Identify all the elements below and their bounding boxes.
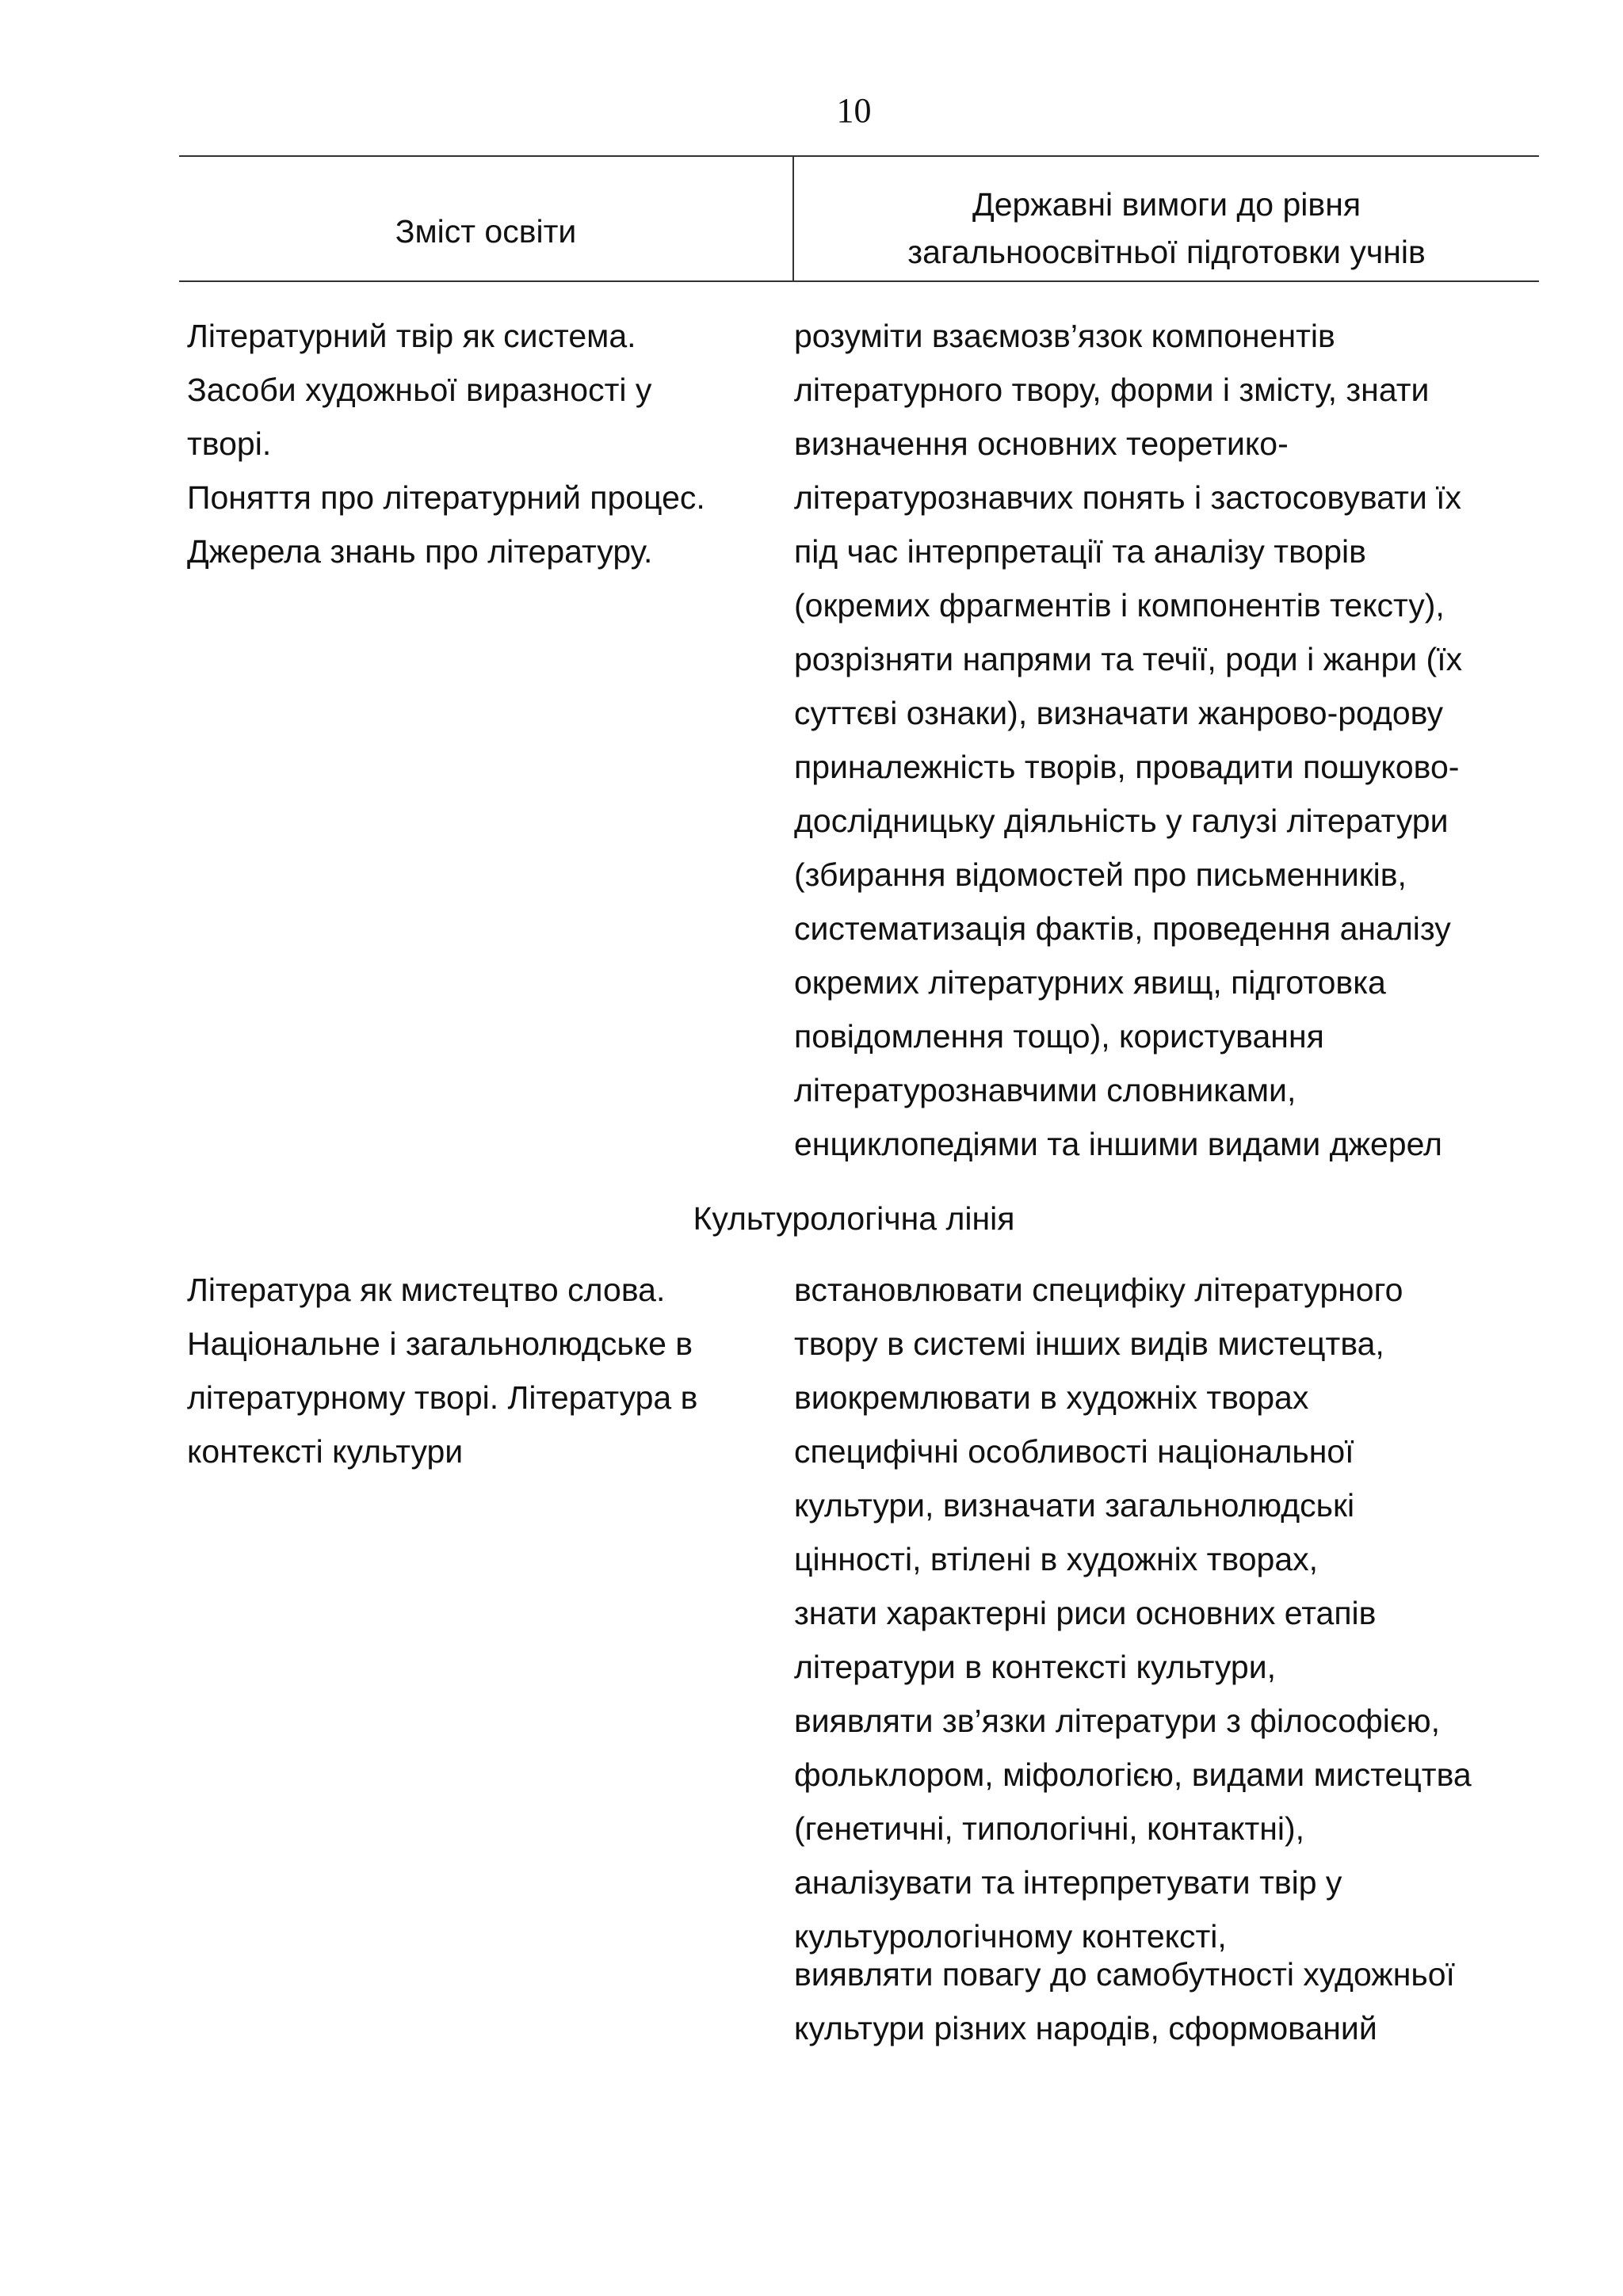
row2-requirements-line: культури, визначати загальнолюдські: [794, 1487, 1355, 1524]
row2-requirements-line: встановлювати специфіку літературного: [794, 1272, 1403, 1308]
row1-requirements-line: окремих літературних явищ, підготовка: [794, 964, 1386, 1001]
row2-requirements-line: знати характерні риси основних етапів: [794, 1595, 1377, 1631]
row2-requirements-line: фольклором, міфологією, видами мистецтва: [794, 1756, 1472, 1793]
row2-requirements-line: культури різних народів, сформований: [794, 2010, 1377, 2046]
row1-requirements-line: систематизація фактів, проведення аналізу: [794, 910, 1451, 947]
page-number: 10: [836, 91, 872, 130]
row1-content-line: Джерела знань про літературу.: [187, 533, 653, 570]
row2-requirements-line: специфічні особливості національної: [794, 1433, 1354, 1470]
row2-requirements-line: цінності, втілені в художніх творах,: [794, 1541, 1319, 1577]
row2-requirements-line: виявляти повагу до самобутності художньої: [794, 1956, 1455, 1993]
row1-requirements-line: під час інтерпретації та аналізу творів: [794, 533, 1366, 570]
row2-requirements-cell: [794, 1263, 1472, 1963]
row1-content-line: Засоби художньої виразності у: [187, 372, 652, 408]
section-title: Культурологічна лінія: [693, 1200, 1015, 1237]
row1-requirements-line: дослідницьку діяльність у галузі літератури: [794, 803, 1449, 839]
row2-content-cell: [187, 1263, 697, 1478]
row1-requirements-line: приналежність творів, провадити пошуково-: [794, 749, 1460, 785]
row1-requirements-cell: [794, 309, 1462, 1171]
row2-content-line: Національне і загальнолюдське в: [187, 1325, 693, 1362]
row2-requirements-line: культурологічному контексті,: [794, 1918, 1227, 1955]
header-col-content: Зміст освіти: [395, 213, 577, 250]
row1-requirements-line: повідомлення тощо), користування: [794, 1018, 1324, 1055]
row1-content-line: Поняття про літературний процес.: [187, 479, 705, 516]
row1-content-line: творі.: [187, 425, 272, 462]
row2-content-line: контексті культури: [187, 1433, 464, 1470]
row1-requirements-line: (збирання відомостей про письменників,: [794, 856, 1407, 893]
row1-requirements-line: розуміти взаємозв’язок компонентів: [794, 318, 1335, 354]
row1-requirements-line: (окремих фрагментів і компонентів тексту),: [794, 587, 1445, 624]
row1-content-cell: [187, 309, 705, 578]
row2-content-line: Література як мистецтво слова.: [187, 1272, 666, 1308]
row1-requirements-line: літературознавчих понять і застосовувати їх: [794, 479, 1462, 516]
row2-requirements-line: літератури в контексті культури,: [794, 1649, 1276, 1685]
row2-requirements-cell-continued: [794, 1947, 1455, 2055]
table-header-bottom-rule: [179, 280, 1539, 282]
header-col-requirements-line-1: Державні вимоги до рівня: [972, 186, 1361, 223]
row1-requirements-line: енциклопедіями та іншими видами джерел: [794, 1126, 1442, 1162]
row1-requirements-line: літературного твору, форми і змісту, знати: [794, 372, 1430, 408]
row2-requirements-line: твору в системі інших видів мистецтва,: [794, 1325, 1384, 1362]
row2-requirements-line: (генетичні, типологічні, контактні),: [794, 1810, 1305, 1847]
header-col-requirements-line-2: загальноосвітньої підготовки учнів: [907, 234, 1426, 270]
row1-requirements-line: суттєві ознаки), визначати жанрово-родову: [794, 695, 1444, 731]
row2-requirements-line: аналізувати та інтерпретувати твір у: [794, 1864, 1342, 1901]
row1-requirements-line: літературознавчими словниками,: [794, 1072, 1296, 1108]
table-top-rule: [179, 155, 1539, 157]
row1-requirements-line: розрізняти напрями та течії, роди і жанри (їх: [794, 641, 1463, 677]
row2-requirements-line: виявляти зв’язки літератури з філософією,: [794, 1703, 1440, 1739]
row1-requirements-line: визначення основних теоретико-: [794, 425, 1289, 462]
row2-content-line: літературному творі. Література в: [187, 1379, 698, 1416]
row1-content-line: Літературний твір як система.: [187, 318, 636, 354]
header-col-requirements: [794, 181, 1539, 276]
row2-requirements-line: виокремлювати в художніх творах: [794, 1379, 1309, 1416]
